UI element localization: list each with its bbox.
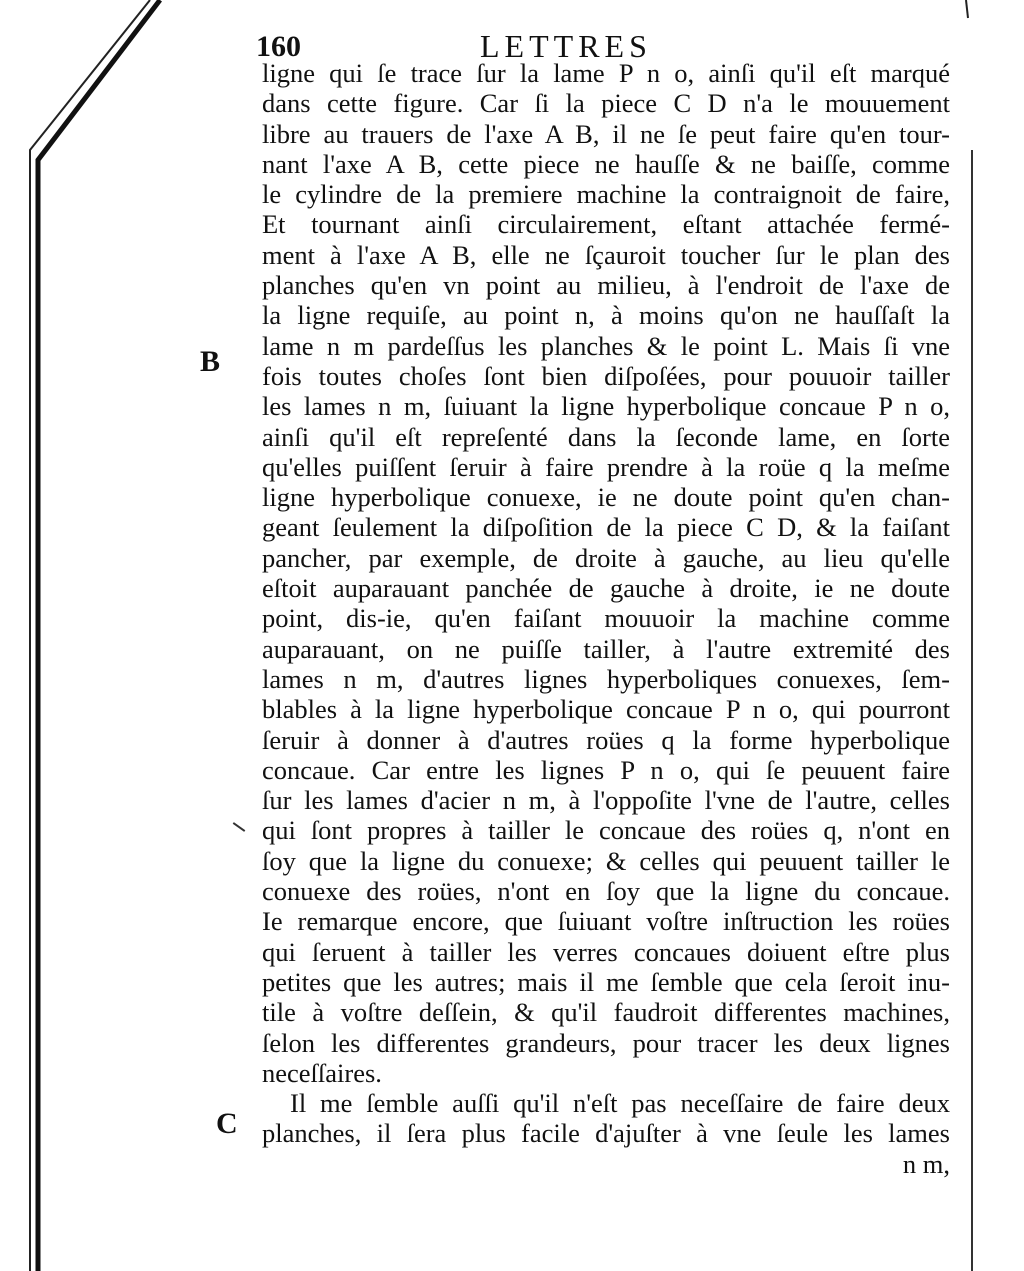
- text-line: ſeruir à donner à d'autres roües q la forme hyperbolique: [262, 724, 950, 755]
- text-line: auparauant, on ne puiſſe tailler, à l'autre extremité des: [262, 633, 950, 664]
- text-line: planches, il ſera plus facile d'ajuſter à vne ſeule les lames: [262, 1118, 950, 1149]
- page-number: 160: [256, 30, 301, 63]
- text-line: nant l'axe A B, cette piece ne hauſſe & ne baiſſe, comme: [262, 148, 950, 179]
- text-line: tile à voſtre deſſein, & qu'il faudroit differentes machines,: [262, 997, 950, 1028]
- text-line: fois toutes choſes ſont bien diſpoſées, pour pouuoir tailler: [262, 360, 950, 391]
- text-line: blables à la ligne hyperbolique concaue P n o, qui pourront: [262, 694, 950, 725]
- text-line: neceſſaires.: [262, 1057, 382, 1088]
- text-line: planches qu'en vn point au milieu, à l'endroit de l'axe de: [262, 270, 950, 301]
- margin-note-c: C: [216, 1107, 238, 1140]
- text-line: ligne qui ſe trace ſur la lame P n o, ainſi qu'il eſt marqué: [262, 58, 950, 88]
- text-line: qui ſeruent à tailler les verres concaues doiuent eſtre plus: [262, 936, 950, 967]
- catchword: n m,: [902, 1148, 950, 1179]
- text-line: pancher, par exemple, de droite à gauche, au lieu qu'elle: [262, 542, 950, 573]
- text-line: ment à l'axe A B, elle ne ſçauroit toucher ſur le plan des: [262, 239, 950, 270]
- text-line: ligne hyperbolique conuexe, ie ne doute point qu'en chan-: [262, 482, 950, 513]
- text-line: geant ſeulement la diſpoſition de la piece C D, & la faiſant: [262, 512, 950, 543]
- text-line: concaue. Car entre les lignes P n o, qui ſe peuuent faire: [262, 754, 950, 785]
- running-title: LETTRES: [480, 28, 652, 64]
- text-line: qu'elles puiſſent ſeruir à faire prendre à la roüe q la meſme: [262, 451, 950, 482]
- text-line: ainſi qu'il eſt repreſenté dans la ſeconde lame, en ſorte: [262, 421, 950, 452]
- text-line: ſur les lames d'acier n m, à l'oppoſite l'vne de l'autre, celles: [262, 785, 950, 816]
- text-line: ſoy que la ligne du conuexe; & celles qui peuuent tailler le: [262, 845, 950, 876]
- text-line: conuexe des roües, n'ont en ſoy que la ligne du concaue.: [262, 876, 950, 907]
- text-line: lames n m, d'autres lignes hyperboliques conuexes, ſem-: [262, 663, 950, 694]
- text-line: Ie remarque encore, que ſuiuant voſtre inſtruction les roües: [262, 906, 950, 937]
- text-line: lame n m pardeſſus les planches & le point L. Mais ſi vne: [262, 330, 950, 361]
- text-line: la ligne requiſe, au point n, à moins qu'on ne hauſſaſt la: [262, 300, 950, 331]
- text-line: les lames n m, ſuiuant la ligne hyperbolique concaue P n o,: [262, 391, 950, 422]
- margin-note-b: B: [200, 345, 221, 378]
- text-line: qui ſont propres à tailler le concaue des roües q, n'ont en: [262, 815, 950, 846]
- text-line: Il me ſemble auſſi qu'il n'eſt pas neceſſaire de faire deux: [290, 1088, 950, 1119]
- text-line: eſtoit auparauant panchée de gauche à droite, ie ne doute: [262, 573, 950, 604]
- text-line: dans cette figure. Car ſi la piece C D n'a le mouuement: [262, 88, 950, 119]
- text-line: point, dis-ie, qu'en faiſant mouuoir la machine comme: [262, 603, 950, 634]
- text-line: libre au trauers de l'axe A B, il ne ſe peut faire qu'en tour-: [262, 118, 950, 149]
- text-line: petites que les autres; mais il me ſemble que cela ſeroit inu-: [262, 966, 950, 997]
- body-text: [262, 58, 950, 1179]
- text-line: ſelon les differentes grandeurs, pour tracer les deux lignes: [262, 1027, 950, 1058]
- text-line: Et tournant ainſi circulairement, eſtant attachée fermé-: [262, 209, 950, 240]
- text-line: le cylindre de la premiere machine la contraignoit de faire,: [262, 179, 950, 210]
